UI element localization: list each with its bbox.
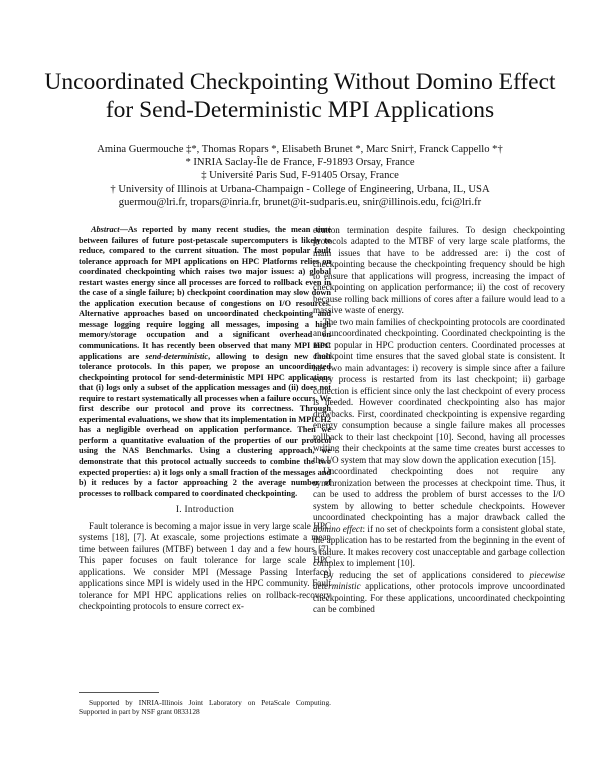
abstract-emphasis: send-deterministic xyxy=(145,351,209,361)
abstract xyxy=(79,225,331,499)
intro-paragraph-left: Fault tolerance is becoming a major issue in very large scale HPC systems [18], [7]. At exascale, some projections estimate a mean time between failures (MTBF) between 1 day and a few hours [7]. This paper focuses on fault tolerance for large scale HPC applications. We consider MPI (Message Passing Interface) applications since MPI is widely used in the HPC community. Fault tolerance for MPI HPC applications relies on rollback-recovery checkpointing protocols to ensure correct ex- xyxy=(79,520,331,612)
author-block xyxy=(40,143,560,209)
paragraph-piecewise xyxy=(313,570,565,616)
author-names: Amina Guermouche ‡*, Thomas Ropars *, Elisabeth Brunet *, Marc Snir†, Franck Cappello *† xyxy=(97,144,503,155)
paragraph-uncoordinated xyxy=(313,466,565,569)
footnote: Supported by INRIA-Illinois Joint Laboratory on PetaScale Computing. Supported in part by NSF grant 0833128 xyxy=(79,698,331,717)
abstract-label: Abstract xyxy=(91,225,120,234)
piecewise-text-b: applications, other protocols improve uncoordinated checkpointing. For these applications, uncoordinated checkpointing can be combined xyxy=(313,581,565,614)
right-column xyxy=(313,225,565,615)
paper-title: Uncoordinated Checkpointing Without Domino Effect for Send-Deterministic MPI Applications xyxy=(44,69,556,123)
uncoordinated-text-b: : if no set of checkpoints form a consistent global state, the application has to be restarted from the beginning in the event of a failure. It makes recovery cost unacceptable and garbage collection complex to implement [10]. xyxy=(313,523,565,569)
affiliation-illinois: † University of Illinois at Urbana-Champaign - College of Engineering, Urbana, IL, USA xyxy=(110,183,490,195)
uncoordinated-text-a: Uncoordinated checkpointing does not require any synchronization between the processes at checkpoint time. Thus, it can be used to address the problem of burst accesses to the I/O system by allowing to better schedule checkpoints. However uncoordinated checkpointing has a major drawback called the xyxy=(313,466,565,523)
section-heading-introduction: I. Introduction xyxy=(175,505,235,516)
footnote-rule xyxy=(79,692,159,693)
piecewise-emphasis: piecewise deterministic xyxy=(313,569,565,592)
paragraph-checkpoint-families: The two main families of checkpointing protocols are coordinated and uncoordinated checkpointing. Coordinated checkpointing is the most popular in HPC production centers. Coordinated processes at checkpoint time ensures that the saved global state is consistent. It has two main advantages: i) recovery is simple since after a failure every process is restarted from its last checkpoint; ii) garbage collection is efficient since only the last checkpoint of every process is needed. However coordinated checkpointing also has major drawbacks. First, coordinated checkpointing is expensive regarding energy consumption because a single failure makes all processes rollback to their last checkpoint [10]. Second, having all processes writing their checkpoints at the same time creates burst accesses to the I/O system that may slow down the application execution [15]. xyxy=(313,316,565,465)
affiliation-inria: * INRIA Saclay-Île de France, F-91893 Orsay, France xyxy=(185,157,415,169)
abstract-text-1: —As reported by many recent studies, the mean time between failures of future post-petascale supercomputers is likely to reduce, compared to the current situation. The most popular fault tolerance approach for MPI applications on HPC Platforms relies on coordinated checkpointing which raises two major issues: a) global restart wastes energy since all processes are forced to rollback even in the case of a single failure; b) checkpoint coordination may slow down the application execution because of congestions on I/O resources. Alternative approaches based on uncoordinated checkpointing and message logging require logging all messages, imposing a high memory/storage occupation and a significant overhead on communications. It has recently been observed that many MPI HPC applications are xyxy=(79,225,331,361)
affiliation-paris-sud: ‡ Université Paris Sud, F-91405 Orsay, France xyxy=(201,170,399,182)
domino-effect-emphasis: domino effect xyxy=(313,523,363,534)
left-column xyxy=(79,225,331,613)
piecewise-text-a: By reducing the set of applications considered to xyxy=(323,569,530,580)
intro-paragraph-continued: ecution termination despite failures. To design checkpointing protocols adapted to the MTBF of very large scale platforms, the main issues that have to be addressed are: i) the cost of checkpointing because the checkpointing frequency should be high to ensure that applications will progress, increasing the impact of checkpointing on application performance; ii) the cost of recovery because rolling back millions of cores after a failure would lead to a massive waste of energy. xyxy=(313,225,565,316)
abstract-text-2: , allowing to design new fault tolerance protocols. In this paper, we propose an uncoordinated checkpointing protocol for send-deterministic MPI HPC applications that (i) logs only a subset of the application messages and (ii) does not require to restart systematically all processes when a failure occurs. We first describe our protocol and prove its correctness. Through experimental evaluations, we show that its implementation in MPICH2 has a negligible overhead on application performance. Then we perform a quantitative evaluation of the properties of our protocol using the NAS Benchmarks. Using a clustering approach, we demonstrate that this protocol actually succeeds to combine the two expected properties: a) it logs only a small fraction of the messages and b) it reduces by a factor approaching 2 the average number of processes to rollback compared to coordinated checkpointing. xyxy=(79,351,331,498)
author-emails: guermou@lri.fr, tropars@inria.fr, brunet@it-sudparis.eu, snir@illinois.edu, fci@lri.fr xyxy=(118,196,482,208)
